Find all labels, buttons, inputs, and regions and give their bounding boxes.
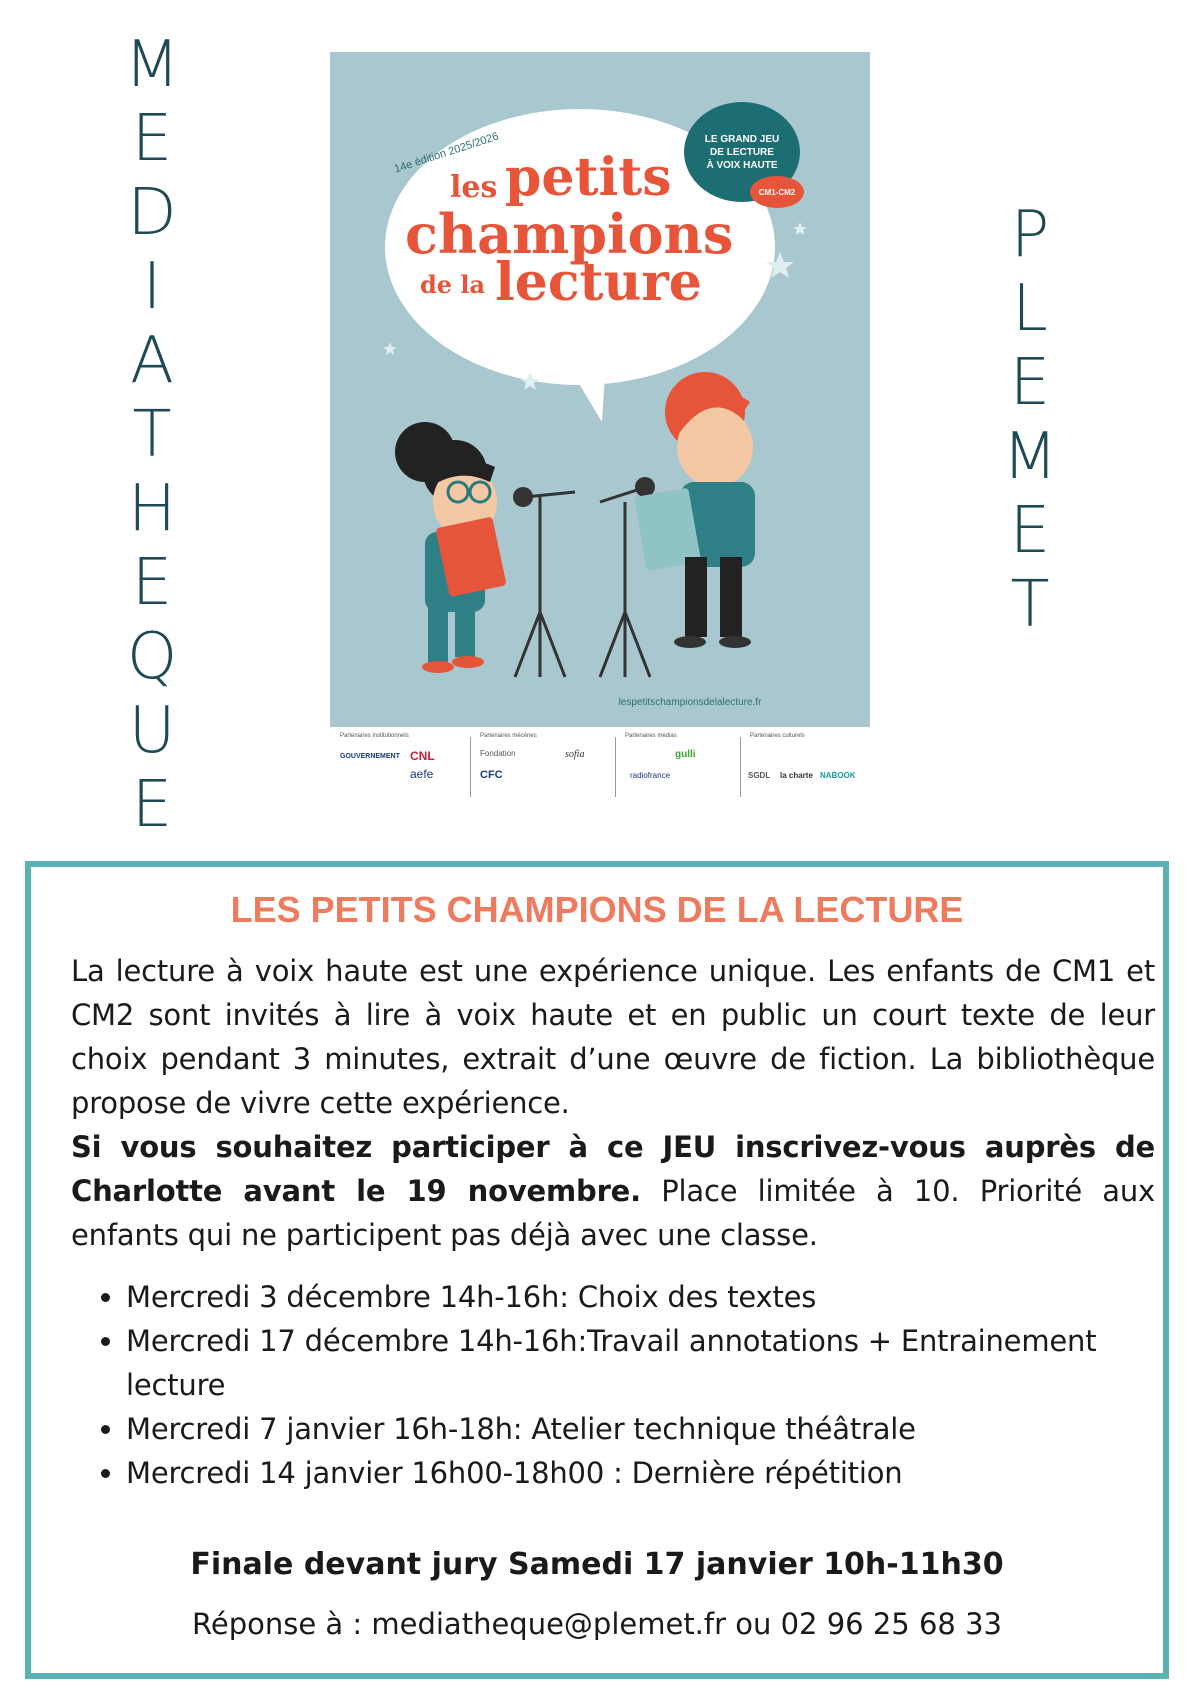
partner-group-label: Partenaires mécènes xyxy=(480,733,537,739)
poster-title-les: les xyxy=(450,170,498,205)
poster-title-lecture: lecture xyxy=(495,252,702,313)
divider xyxy=(740,737,741,797)
intro-text: La lecture à voix haute est une expérience unique. Les enfants de CM1 et CM2 sont invités à lire à voix haute et en public un court texte de leur choix pendant 3 minutes, extrait d’une œuvre de fiction. La bibliothèque propose de vivre cette expérience. xyxy=(71,954,1155,1120)
cta-bold: Si vous souhaitez participer à ce JEU inscrivez-vous auprès de Charlotte avant le 19 novembre. xyxy=(71,1130,1155,1208)
partner-logo: radiofrance xyxy=(630,771,671,780)
letter: T xyxy=(1010,568,1050,642)
partner-logo: sofia xyxy=(565,749,585,760)
letter: A xyxy=(130,324,174,398)
letter: D xyxy=(127,176,177,250)
partner-logo: NABOOK xyxy=(820,771,856,780)
boy-character xyxy=(634,372,755,648)
vertical-title-plemet xyxy=(990,198,1070,642)
vertical-title-mediatheque xyxy=(112,28,192,842)
partner-group-label: Partenaires médias xyxy=(625,733,677,739)
partner-logo: SGDL xyxy=(748,771,771,780)
partner-logo: CFC xyxy=(480,769,503,781)
partner-logo: GOUVERNEMENT xyxy=(340,753,400,760)
letter: E xyxy=(1009,494,1051,568)
schedule-item: • Mercredi 14 janvier 16h00-18h00 : Dernière répétition xyxy=(126,1451,1155,1495)
letter: M xyxy=(124,28,180,102)
letter: Q xyxy=(126,620,178,694)
microphone-right xyxy=(635,477,655,497)
microphone-stand-left xyxy=(515,492,575,677)
contact-text: Réponse à : mediatheque@plemet.fr ou 02 96 25 68 33 xyxy=(192,1607,1002,1641)
microphone-left xyxy=(513,487,533,507)
poster-url: lespetitschampionsdelalecture.fr xyxy=(618,697,762,708)
partner-group-label: Partenaires culturels xyxy=(750,733,805,739)
letter: E xyxy=(1009,346,1051,420)
poster-title-champions: champions xyxy=(405,202,734,266)
letter: T xyxy=(132,398,172,472)
partner-logo: aefe xyxy=(410,767,434,781)
letter: H xyxy=(127,472,177,546)
letter: E xyxy=(131,768,173,842)
letter: P xyxy=(1010,198,1050,272)
schedule-item: • Mercredi 7 janvier 16h-18h: Atelier technique théâtrale xyxy=(126,1407,1155,1451)
schedule-item: • Mercredi 3 décembre 14h-16h: Choix des textes xyxy=(126,1275,1155,1319)
divider xyxy=(470,737,471,797)
badge-line: DE LECTURE xyxy=(710,146,774,158)
letter: E xyxy=(131,102,173,176)
partner-logo: gulli xyxy=(675,749,696,760)
badge-line: LE GRAND JEU xyxy=(704,133,780,145)
badge-line: À VOIX HAUTE xyxy=(706,159,778,171)
finale-text: Finale devant jury Samedi 17 janvier 10h-11h30 xyxy=(190,1547,1004,1582)
poster-title-de-la: de la xyxy=(420,270,486,299)
partner-logo: CNL xyxy=(410,749,435,763)
schedule-item: • Mercredi 17 décembre 14h-16h:Travail annotations + Entrainement lecture xyxy=(126,1319,1155,1407)
poster-edition: 14e édition 2025/2026 xyxy=(392,130,501,176)
star-icon xyxy=(793,222,807,235)
letter: E xyxy=(131,546,173,620)
intro-paragraph xyxy=(71,949,1155,1257)
letter: L xyxy=(1012,272,1048,346)
poster-title-petits: petits xyxy=(505,147,672,208)
speech-bubble-tail xyxy=(575,374,605,422)
letter: I xyxy=(142,250,162,324)
partner-logo: la charte xyxy=(780,771,813,780)
partner-logo: Fondation xyxy=(480,749,516,758)
partner-logos-strip xyxy=(330,727,870,809)
letter: U xyxy=(128,694,176,768)
poster-image xyxy=(330,52,870,727)
level-badge: CM1-CM2 xyxy=(750,176,804,208)
girl-character xyxy=(395,422,507,673)
section-title: LES PETITS CHAMPIONS DE LA LECTURE xyxy=(230,889,964,930)
divider xyxy=(615,737,616,797)
schedule-list xyxy=(71,1275,1155,1495)
letter: M xyxy=(1002,420,1058,494)
info-box xyxy=(25,861,1169,1679)
star-icon xyxy=(383,342,397,355)
partner-group-label: Partenaires institutionnels xyxy=(340,733,409,739)
cta-text: Place limitée à 10. Priorité aux enfants qui ne participent pas déjà avec une classe. xyxy=(71,1174,1155,1252)
